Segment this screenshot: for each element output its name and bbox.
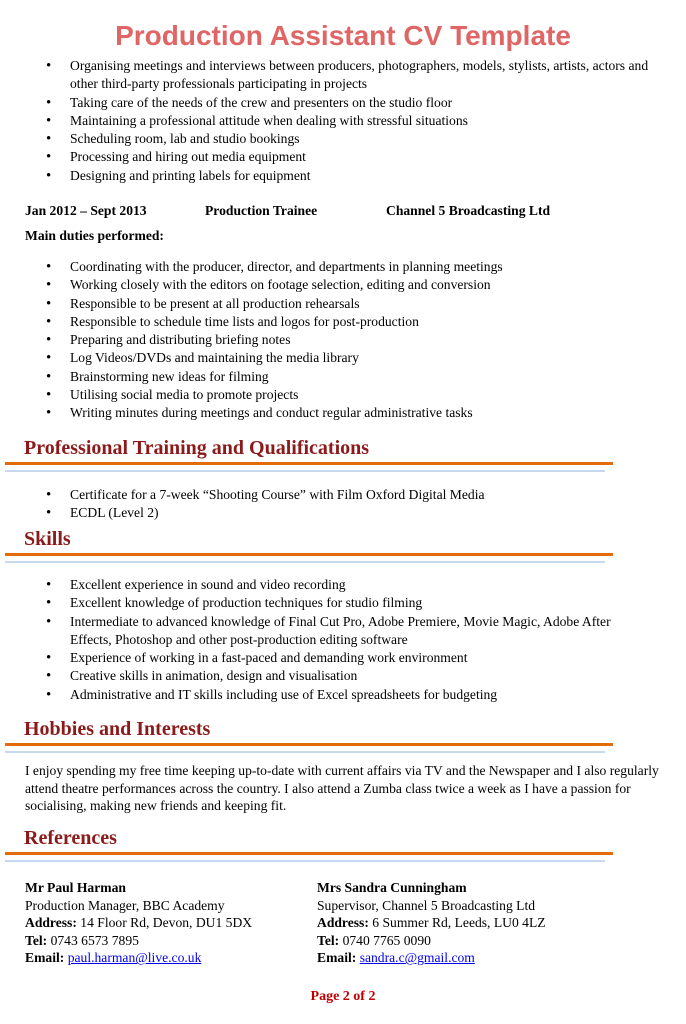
- training-list: [0, 486, 650, 523]
- reference-address: [317, 914, 546, 932]
- list-item: • Working closely with the editors on footage selection, editing and conversion: [0, 276, 650, 294]
- document-title: Production Assistant CV Template: [115, 20, 571, 51]
- reference-tel: [317, 932, 546, 950]
- list-item: • ECDL (Level 2): [0, 504, 650, 522]
- reference-1: [25, 879, 252, 967]
- reference-position: Supervisor, Channel 5 Broadcasting Ltd: [317, 897, 536, 913]
- reference-email: [25, 949, 252, 967]
- address-value: 14 Floor Rd, Devon, DU1 5DX: [80, 915, 253, 931]
- skills-list: [0, 576, 650, 704]
- hobbies-text: I enjoy spending my free time keeping up-to-date with current affairs via TV and the Newspaper and I also regularly attend theatre performances across the country. I also attend a Zumba class twice a week as I have a passion for socialising, making new friends and keeping fit.: [25, 763, 659, 813]
- job-role: Production Trainee: [205, 203, 318, 218]
- list-item: • Maintaining a professional attitude when dealing with stressful situations: [0, 112, 650, 130]
- list-item: • Utilising social media to promote projects: [0, 386, 650, 404]
- list-item: • Excellent knowledge of production techniques for studio filming: [0, 594, 650, 612]
- address-label: Address:: [317, 915, 369, 931]
- list-item: • Organising meetings and interviews between producers, photographers, models, stylists, artists, actors and other third-party professionals participating in projects: [0, 57, 650, 94]
- tel-value: 0740 7765 0090: [342, 932, 431, 948]
- email-link[interactable]: sandra.c@gmail.com: [359, 950, 475, 966]
- list-item: • Intermediate to advanced knowledge of Final Cut Pro, Adobe Premiere, Movie Magic, Adobe After Effects, Photoshop and other post-production editing software: [0, 613, 650, 650]
- email-label: Email:: [317, 950, 357, 966]
- address-label: Address:: [25, 915, 77, 931]
- job-dates: Jan 2012 – Sept 2013: [25, 203, 147, 218]
- section-rule-secondary: [5, 561, 605, 563]
- list-item: • Taking care of the needs of the crew and presenters on the studio floor: [0, 94, 650, 112]
- list-item: • Certificate for a 7-week “Shooting Course” with Film Oxford Digital Media: [0, 486, 650, 504]
- section-rule-secondary: [5, 751, 605, 753]
- section-rule: [5, 852, 613, 855]
- reference-email: [317, 949, 546, 967]
- address-value: 6 Summer Rd, Leeds, LU0 4LZ: [372, 915, 546, 931]
- duties-label: Main duties performed:: [25, 228, 164, 243]
- list-item: • Coordinating with the producer, director, and departments in planning meetings: [0, 258, 650, 276]
- list-item: • Processing and hiring out media equipment: [0, 148, 650, 166]
- reference-name: Mr Paul Harman: [25, 880, 126, 895]
- list-item: • Excellent experience in sound and video recording: [0, 576, 650, 594]
- tel-value: 0743 6573 7895: [50, 932, 139, 948]
- tel-label: Tel:: [317, 932, 340, 948]
- reference-address: [25, 914, 252, 932]
- list-item: • Creative skills in animation, design and visualisation: [0, 667, 650, 685]
- email-label: Email:: [25, 950, 65, 966]
- skills-heading: Skills: [24, 528, 71, 550]
- reference-2: [317, 879, 546, 967]
- list-item: • Writing minutes during meetings and conduct regular administrative tasks: [0, 404, 650, 422]
- responsibilities-list: [0, 57, 650, 185]
- duties-list: [0, 258, 650, 423]
- section-rule: [5, 553, 613, 556]
- section-rule: [5, 462, 613, 465]
- list-item: • Brainstorming new ideas for filming: [0, 368, 650, 386]
- list-item: • Log Videos/DVDs and maintaining the media library: [0, 349, 650, 367]
- list-item: • Preparing and distributing briefing notes: [0, 331, 650, 349]
- section-rule-secondary: [5, 470, 605, 472]
- page-number: Page 2 of 2: [310, 989, 376, 1004]
- hobbies-heading: Hobbies and Interests: [24, 718, 211, 740]
- list-item: • Scheduling room, lab and studio bookings: [0, 130, 650, 148]
- list-item: • Experience of working in a fast-paced and demanding work environment: [0, 649, 650, 667]
- list-item: • Responsible to schedule time lists and logos for post-production: [0, 313, 650, 331]
- email-link[interactable]: paul.harman@live.co.uk: [67, 950, 202, 966]
- list-item: • Administrative and IT skills including use of Excel spreadsheets for budgeting: [0, 686, 650, 704]
- reference-name: Mrs Sandra Cunningham: [317, 880, 467, 895]
- section-rule-secondary: [5, 860, 605, 862]
- section-rule: [5, 743, 613, 746]
- reference-tel: [25, 932, 252, 950]
- training-heading: Professional Training and Qualifications: [24, 437, 370, 459]
- tel-label: Tel:: [25, 932, 48, 948]
- list-item: • Designing and printing labels for equipment: [0, 167, 650, 185]
- job-company: Channel 5 Broadcasting Ltd: [386, 203, 551, 218]
- list-item: • Responsible to be present at all production rehearsals: [0, 295, 650, 313]
- reference-position: Production Manager, BBC Academy: [25, 897, 225, 913]
- references-heading: References: [24, 827, 117, 849]
